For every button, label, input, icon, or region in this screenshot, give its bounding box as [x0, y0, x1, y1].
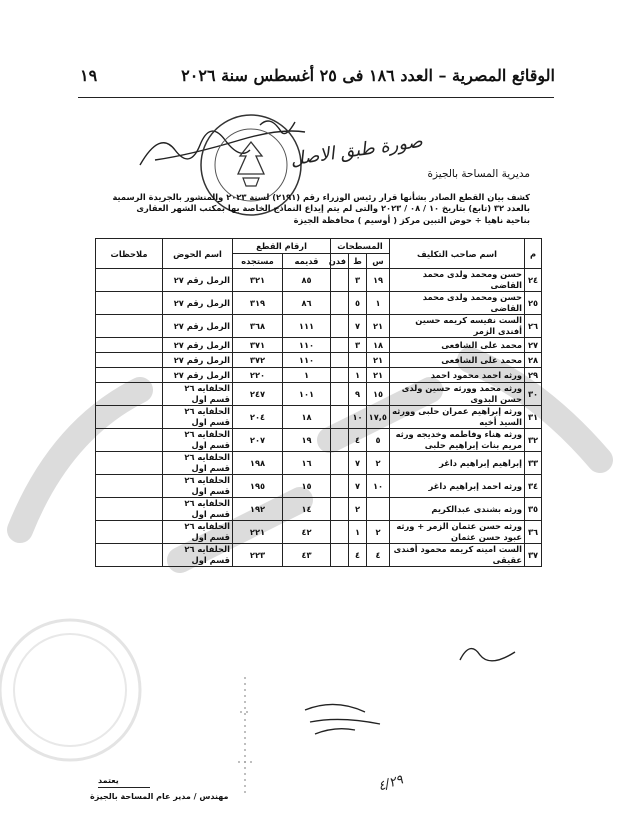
- cell-area-s: ١٠: [367, 475, 390, 498]
- cell-notes: [96, 315, 163, 338]
- cell-old: ١٠١: [283, 383, 331, 406]
- cell-owner: حسن ومحمد ولدى محمد القاضى: [390, 292, 525, 315]
- cell-area-s: ٢: [367, 452, 390, 475]
- signature-middle: [455, 640, 525, 670]
- cell-new: ٣٦٨: [233, 315, 283, 338]
- cell-new: ٢٢٠: [233, 368, 283, 383]
- cell-new: ٣٧٢: [233, 353, 283, 368]
- cell-new: ٣٢١: [233, 269, 283, 292]
- plots-table: [95, 238, 542, 567]
- signoff-approval: يعتمد: [98, 776, 119, 785]
- cell-area-f: [331, 383, 349, 406]
- cell-owner: ورثه محمد وورثه حسين ولدى حسن البدوى: [390, 383, 525, 406]
- cell-old: ١١٠: [283, 353, 331, 368]
- handwritten-date: ٤/٢٩: [376, 772, 406, 795]
- cell-notes: [96, 368, 163, 383]
- cell-basin: الرمل رقم ٢٧: [163, 368, 233, 383]
- cell-notes: [96, 269, 163, 292]
- cell-notes: [96, 452, 163, 475]
- cell-old: ١٤: [283, 498, 331, 521]
- plots-table-body: [96, 269, 542, 567]
- cell-area-f: [331, 353, 349, 368]
- intro-line: بناحية ناهيا ÷ حوض التبين مركز ( أوسيم ) محافظة الجيزة: [293, 214, 530, 225]
- cell-area-t: [349, 353, 367, 368]
- faint-stamp: [230, 672, 260, 802]
- col-header-areas: المسطحات: [331, 239, 390, 254]
- signoff-rule: [98, 787, 150, 788]
- cell-owner: ورثه حسن عثمان الزمر + ورثه عبود حسن عثمان: [390, 521, 525, 544]
- table-row: [96, 383, 542, 406]
- cell-area-t: ٣: [349, 338, 367, 353]
- cell-m: ٣٤: [525, 475, 542, 498]
- cell-new: ١٩٢: [233, 498, 283, 521]
- table-row: [96, 406, 542, 429]
- signature-lower: [295, 700, 385, 740]
- table-row: [96, 452, 542, 475]
- cell-old: ١٥: [283, 475, 331, 498]
- col-header-m: م: [525, 239, 542, 269]
- col-header-plot-numbers: ارقام القطع: [233, 239, 331, 254]
- cell-m: ٣٦: [525, 521, 542, 544]
- col-header-new: مستجده: [233, 254, 283, 269]
- cell-m: ٣٢: [525, 429, 542, 452]
- cell-owner: إبراهيم إبراهيم داغر: [390, 452, 525, 475]
- cell-area-s: ٢١: [367, 368, 390, 383]
- cell-basin: الحلفايه ٢٦ قسم اول: [163, 475, 233, 498]
- cell-m: ٣٧: [525, 544, 542, 567]
- cell-owner: الست امينه كريمه محمود أفندى عقيقى: [390, 544, 525, 567]
- intro-paragraph: [112, 192, 530, 226]
- cell-new: ٢٢٣: [233, 544, 283, 567]
- cell-old: ١٨: [283, 406, 331, 429]
- table-row: [96, 475, 542, 498]
- cell-area-s: ٢١: [367, 315, 390, 338]
- cell-old: ٤٢: [283, 521, 331, 544]
- cell-old: ٤٣: [283, 544, 331, 567]
- cell-notes: [96, 406, 163, 429]
- cell-area-s: ٢١: [367, 353, 390, 368]
- cell-owner: ورثه هناء وفاطمه وخديجه ورثه مريم بنات إبراهيم حلبى: [390, 429, 525, 452]
- table-row: [96, 544, 542, 567]
- cell-m: ٣٠: [525, 383, 542, 406]
- table-row: [96, 368, 542, 383]
- cell-area-s: ١٩: [367, 269, 390, 292]
- cell-basin: الحلفايه ٢٦ قسم اول: [163, 429, 233, 452]
- cell-m: ٣٥: [525, 498, 542, 521]
- table-row: [96, 353, 542, 368]
- col-header-area-s: س: [367, 254, 390, 269]
- cell-m: ٢٧: [525, 338, 542, 353]
- intro-line: كشف بيان القطع الصادر بشأنها قرار رئيس الوزراء رقم (٢١٩١) لسنة ٢٠٢٣ والمنشور بالجريدة الرسمية: [112, 192, 530, 202]
- cell-area-s: ٥: [367, 429, 390, 452]
- cell-basin: الحلفايه ٢٦ قسم اول: [163, 452, 233, 475]
- cell-area-t: ٣: [349, 269, 367, 292]
- table-row: [96, 429, 542, 452]
- cell-area-t: ١٠: [349, 406, 367, 429]
- cell-owner: حسن ومحمد ولدى محمد القاضى: [390, 269, 525, 292]
- table-row: [96, 315, 542, 338]
- cell-notes: [96, 338, 163, 353]
- cell-m: ٢٦: [525, 315, 542, 338]
- cell-basin: الرمل رقم ٢٧: [163, 269, 233, 292]
- cell-m: ٢٨: [525, 353, 542, 368]
- col-header-owner: اسم صاحب التكليف: [390, 239, 525, 269]
- cell-owner: ورثه إبراهيم عمران حلبى وورثه السيد أخيه: [390, 406, 525, 429]
- directorate-name: مديرية المساحة بالجيزة: [427, 168, 530, 180]
- cell-owner: ورثه احمد محمود احمد: [390, 368, 525, 383]
- cell-new: ٢٢١: [233, 521, 283, 544]
- cell-owner: محمد على الشافعى: [390, 338, 525, 353]
- cell-notes: [96, 498, 163, 521]
- cell-area-t: ٧: [349, 475, 367, 498]
- cell-area-s: ١: [367, 292, 390, 315]
- header-rule: [78, 97, 554, 98]
- cell-new: ٢٠٤: [233, 406, 283, 429]
- cell-old: ٨٦: [283, 292, 331, 315]
- cell-m: ٢٩: [525, 368, 542, 383]
- cell-old: ١٩: [283, 429, 331, 452]
- intro-line: بالعدد ٣٢ (تابع) بتاريخ ١٠ / ٠٨ / ٢٠٢٣ والتى لم يتم إيداع النماذج الخاصة بها بمكتب الشهر العقارى: [136, 203, 530, 214]
- cell-old: ١: [283, 368, 331, 383]
- cell-area-f: [331, 368, 349, 383]
- cell-area-f: [331, 498, 349, 521]
- col-header-area-t: ط: [349, 254, 367, 269]
- cell-basin: الرمل رقم ٢٧: [163, 353, 233, 368]
- cell-basin: الحلفايه ٢٦ قسم اول: [163, 383, 233, 406]
- cell-m: ٣٣: [525, 452, 542, 475]
- cell-basin: الحلفايه ٢٦ قسم اول: [163, 521, 233, 544]
- cell-notes: [96, 383, 163, 406]
- cell-basin: الرمل رقم ٢٧: [163, 338, 233, 353]
- col-header-notes: ملاحظات: [96, 239, 163, 269]
- cell-owner: محمد على الشافعى: [390, 353, 525, 368]
- col-header-old: قديمه: [283, 254, 331, 269]
- cell-m: ٢٥: [525, 292, 542, 315]
- cell-area-s: [367, 498, 390, 521]
- page-header-title: الوقائع المصرية – العدد ١٨٦ فى ٢٥ أغسطس سنة ٢٠٢٦: [181, 66, 555, 85]
- cell-area-s: ١٨: [367, 338, 390, 353]
- cell-new: ٢٤٧: [233, 383, 283, 406]
- cell-new: ١٩٨: [233, 452, 283, 475]
- cell-area-f: [331, 338, 349, 353]
- cell-area-f: [331, 452, 349, 475]
- cell-area-t: ٤: [349, 544, 367, 567]
- table-row: [96, 269, 542, 292]
- col-header-area-f: فدن: [331, 254, 349, 269]
- cell-area-t: ٩: [349, 383, 367, 406]
- page-number: ١٩: [80, 66, 98, 85]
- cell-area-t: ٥: [349, 292, 367, 315]
- cell-notes: [96, 429, 163, 452]
- cell-area-t: ٢: [349, 498, 367, 521]
- cell-area-f: [331, 406, 349, 429]
- cell-basin: الحلفايه ٢٦ قسم اول: [163, 406, 233, 429]
- cell-owner: ورثه بشندى عبدالكريم: [390, 498, 525, 521]
- cell-new: ٢٠٧: [233, 429, 283, 452]
- cell-area-f: [331, 292, 349, 315]
- table-row: [96, 498, 542, 521]
- cell-m: ٢٤: [525, 269, 542, 292]
- cell-area-s: ١٥: [367, 383, 390, 406]
- table-row: [96, 521, 542, 544]
- cell-old: ١٦: [283, 452, 331, 475]
- cell-notes: [96, 475, 163, 498]
- cell-area-t: ٧: [349, 452, 367, 475]
- cell-area-f: [331, 521, 349, 544]
- cell-basin: الرمل رقم ٢٧: [163, 292, 233, 315]
- cell-basin: الحلفايه ٢٦ قسم اول: [163, 498, 233, 521]
- table-row: [96, 338, 542, 353]
- cell-old: ١١١: [283, 315, 331, 338]
- cell-old: ٨٥: [283, 269, 331, 292]
- cell-area-s: ١٧,٥: [367, 406, 390, 429]
- cell-area-t: ١: [349, 521, 367, 544]
- cell-area-f: [331, 475, 349, 498]
- cell-owner: ورثه احمد إبراهيم داغر: [390, 475, 525, 498]
- cell-owner: الست نفيسه كريمه حسين أفندى الزمر: [390, 315, 525, 338]
- cell-basin: الحلفايه ٢٦ قسم اول: [163, 544, 233, 567]
- col-header-basin: اسم الحوض: [163, 239, 233, 269]
- table-row: [96, 292, 542, 315]
- cell-area-t: ١: [349, 368, 367, 383]
- handwritten-true-copy: صورة طبق الاصل: [289, 130, 424, 171]
- cell-new: ١٩٥: [233, 475, 283, 498]
- cell-area-t: ٧: [349, 315, 367, 338]
- cell-area-f: [331, 315, 349, 338]
- cell-area-t: ٤: [349, 429, 367, 452]
- cell-m: ٣١: [525, 406, 542, 429]
- cell-area-f: [331, 269, 349, 292]
- cell-notes: [96, 353, 163, 368]
- cell-area-f: [331, 429, 349, 452]
- cell-notes: [96, 292, 163, 315]
- cell-notes: [96, 521, 163, 544]
- cell-new: ٣٧١: [233, 338, 283, 353]
- cell-basin: الرمل رقم ٢٧: [163, 315, 233, 338]
- cell-notes: [96, 544, 163, 567]
- cell-new: ٣١٩: [233, 292, 283, 315]
- cell-old: ١١٠: [283, 338, 331, 353]
- cell-area-f: [331, 544, 349, 567]
- cell-area-s: ٢: [367, 521, 390, 544]
- cell-area-s: ٤: [367, 544, 390, 567]
- signoff-title: مهندس / مدير عام المساحة بالجيزة: [90, 792, 229, 801]
